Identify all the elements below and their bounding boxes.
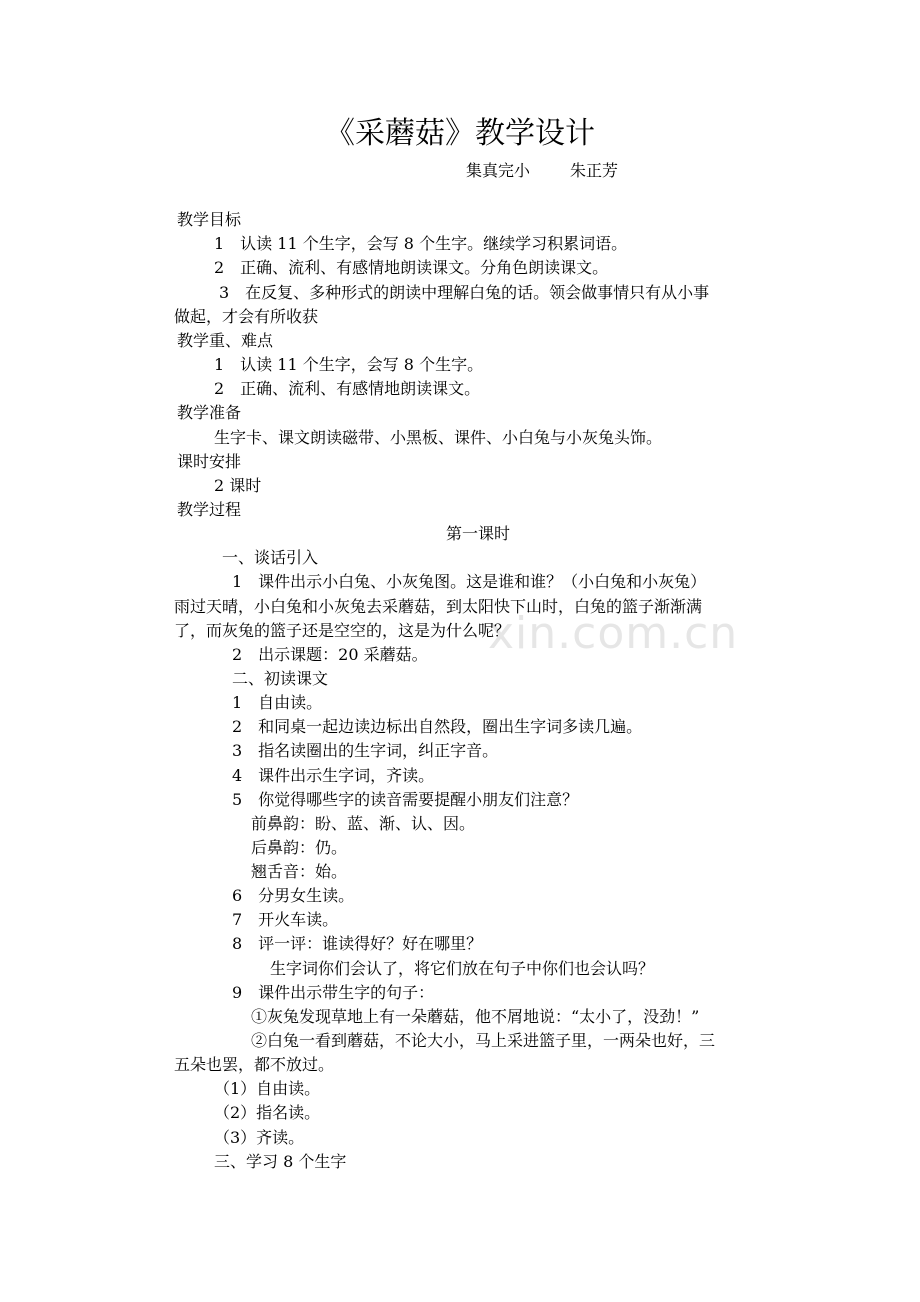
author-name: 朱正芳 [570, 161, 619, 180]
step-item: 4 课件出示生字词，齐读。 [232, 766, 435, 785]
lesson-heading: 第一课时 [445, 524, 510, 543]
step-heading: 三、学习 8 个生字 [214, 1152, 347, 1171]
key-point-item: 2 正确、流利、有感情地朗读课文。 [214, 379, 481, 398]
pronunciation-note: 翘舌音：始。 [251, 862, 348, 881]
section-heading-schedule: 课时安排 [177, 452, 242, 471]
goal-item: 2 正确、流利、有感情地朗读课文。分角色朗读课文。 [214, 258, 609, 277]
author-school: 集真完小 [466, 161, 531, 180]
goal-item-continued: 做起，才会有所收获 [174, 307, 319, 326]
step-item: 7 开火车读。 [232, 910, 339, 929]
goal-item: 1 认读 11 个生字，会写 8 个生字。继续学习积累词语。 [214, 234, 628, 253]
section-heading-goals: 教学目标 [177, 210, 242, 229]
step-note: 生字词你们会认了，将它们放在句子中你们也会认吗？ [270, 959, 655, 978]
step-item: 9 课件出示带生字的句子： [232, 983, 435, 1002]
step-item: 3 指名读圈出的生字词，纠正字音。 [232, 741, 499, 760]
author-line [466, 160, 618, 182]
sub-step: （2）指名读。 [214, 1103, 321, 1122]
step-heading: 二、初读课文 [232, 669, 329, 688]
section-heading-key-points: 教学重、难点 [177, 331, 274, 350]
goal-item: 3 在反复、多种形式的朗读中理解白兔的话。领会做事情只有从小事 [219, 283, 710, 302]
step-item-continued: 了，而灰兔的篮子还是空空的，这是为什么呢？ [174, 621, 511, 640]
step-item: 2 和同桌一起边读边标出自然段，圈出生字词多读几遍。 [232, 717, 643, 736]
sub-step: （1）自由读。 [214, 1079, 321, 1098]
sub-step: （3）齐读。 [214, 1128, 305, 1147]
section-heading-preparation: 教学准备 [177, 403, 242, 422]
schedule-text: 2 课时 [214, 476, 262, 495]
step-item-continued: 雨过天晴，小白兔和小灰兔去采蘑菇，到太阳快下山时，白兔的篮子渐渐满 [174, 597, 703, 616]
step-item: 1 课件出示小白兔、小灰兔图。这是谁和谁？（小白兔和小灰兔） [232, 572, 707, 591]
watermark: xin.com.cn [488, 608, 739, 659]
example-sentence-continued: 五朵也罢，都不放过。 [174, 1055, 335, 1074]
step-heading: 一、谈话引入 [222, 548, 319, 567]
section-heading-process: 教学过程 [177, 500, 242, 519]
step-item: 6 分男女生读。 [232, 886, 355, 905]
pronunciation-note: 前鼻韵：盼、蓝、渐、认、因。 [251, 814, 476, 833]
step-item: 2 出示课题：20 采蘑菇。 [232, 645, 428, 664]
preparation-text: 生字卡、课文朗读磁带、小黑板、课件、小白兔与小灰兔头饰。 [214, 428, 663, 447]
pronunciation-note: 后鼻韵：仍。 [251, 838, 348, 857]
page-title: 《采蘑菇》教学设计 [325, 116, 595, 151]
example-sentence: ①灰兔发现草地上有一朵蘑菇，他不屑地说：“太小了，没劲！” [251, 1007, 700, 1026]
example-sentence: ②白兔一看到蘑菇，不论大小，马上采进篮子里，一两朵也好，三 [251, 1031, 716, 1050]
key-point-item: 1 认读 11 个生字，会写 8 个生字。 [214, 355, 484, 374]
step-item: 5 你觉得哪些字的读音需要提醒小朋友们注意？ [232, 790, 579, 809]
step-item: 1 自由读。 [232, 693, 323, 712]
step-item: 8 评一评：谁读得好？好在哪里？ [232, 934, 483, 953]
